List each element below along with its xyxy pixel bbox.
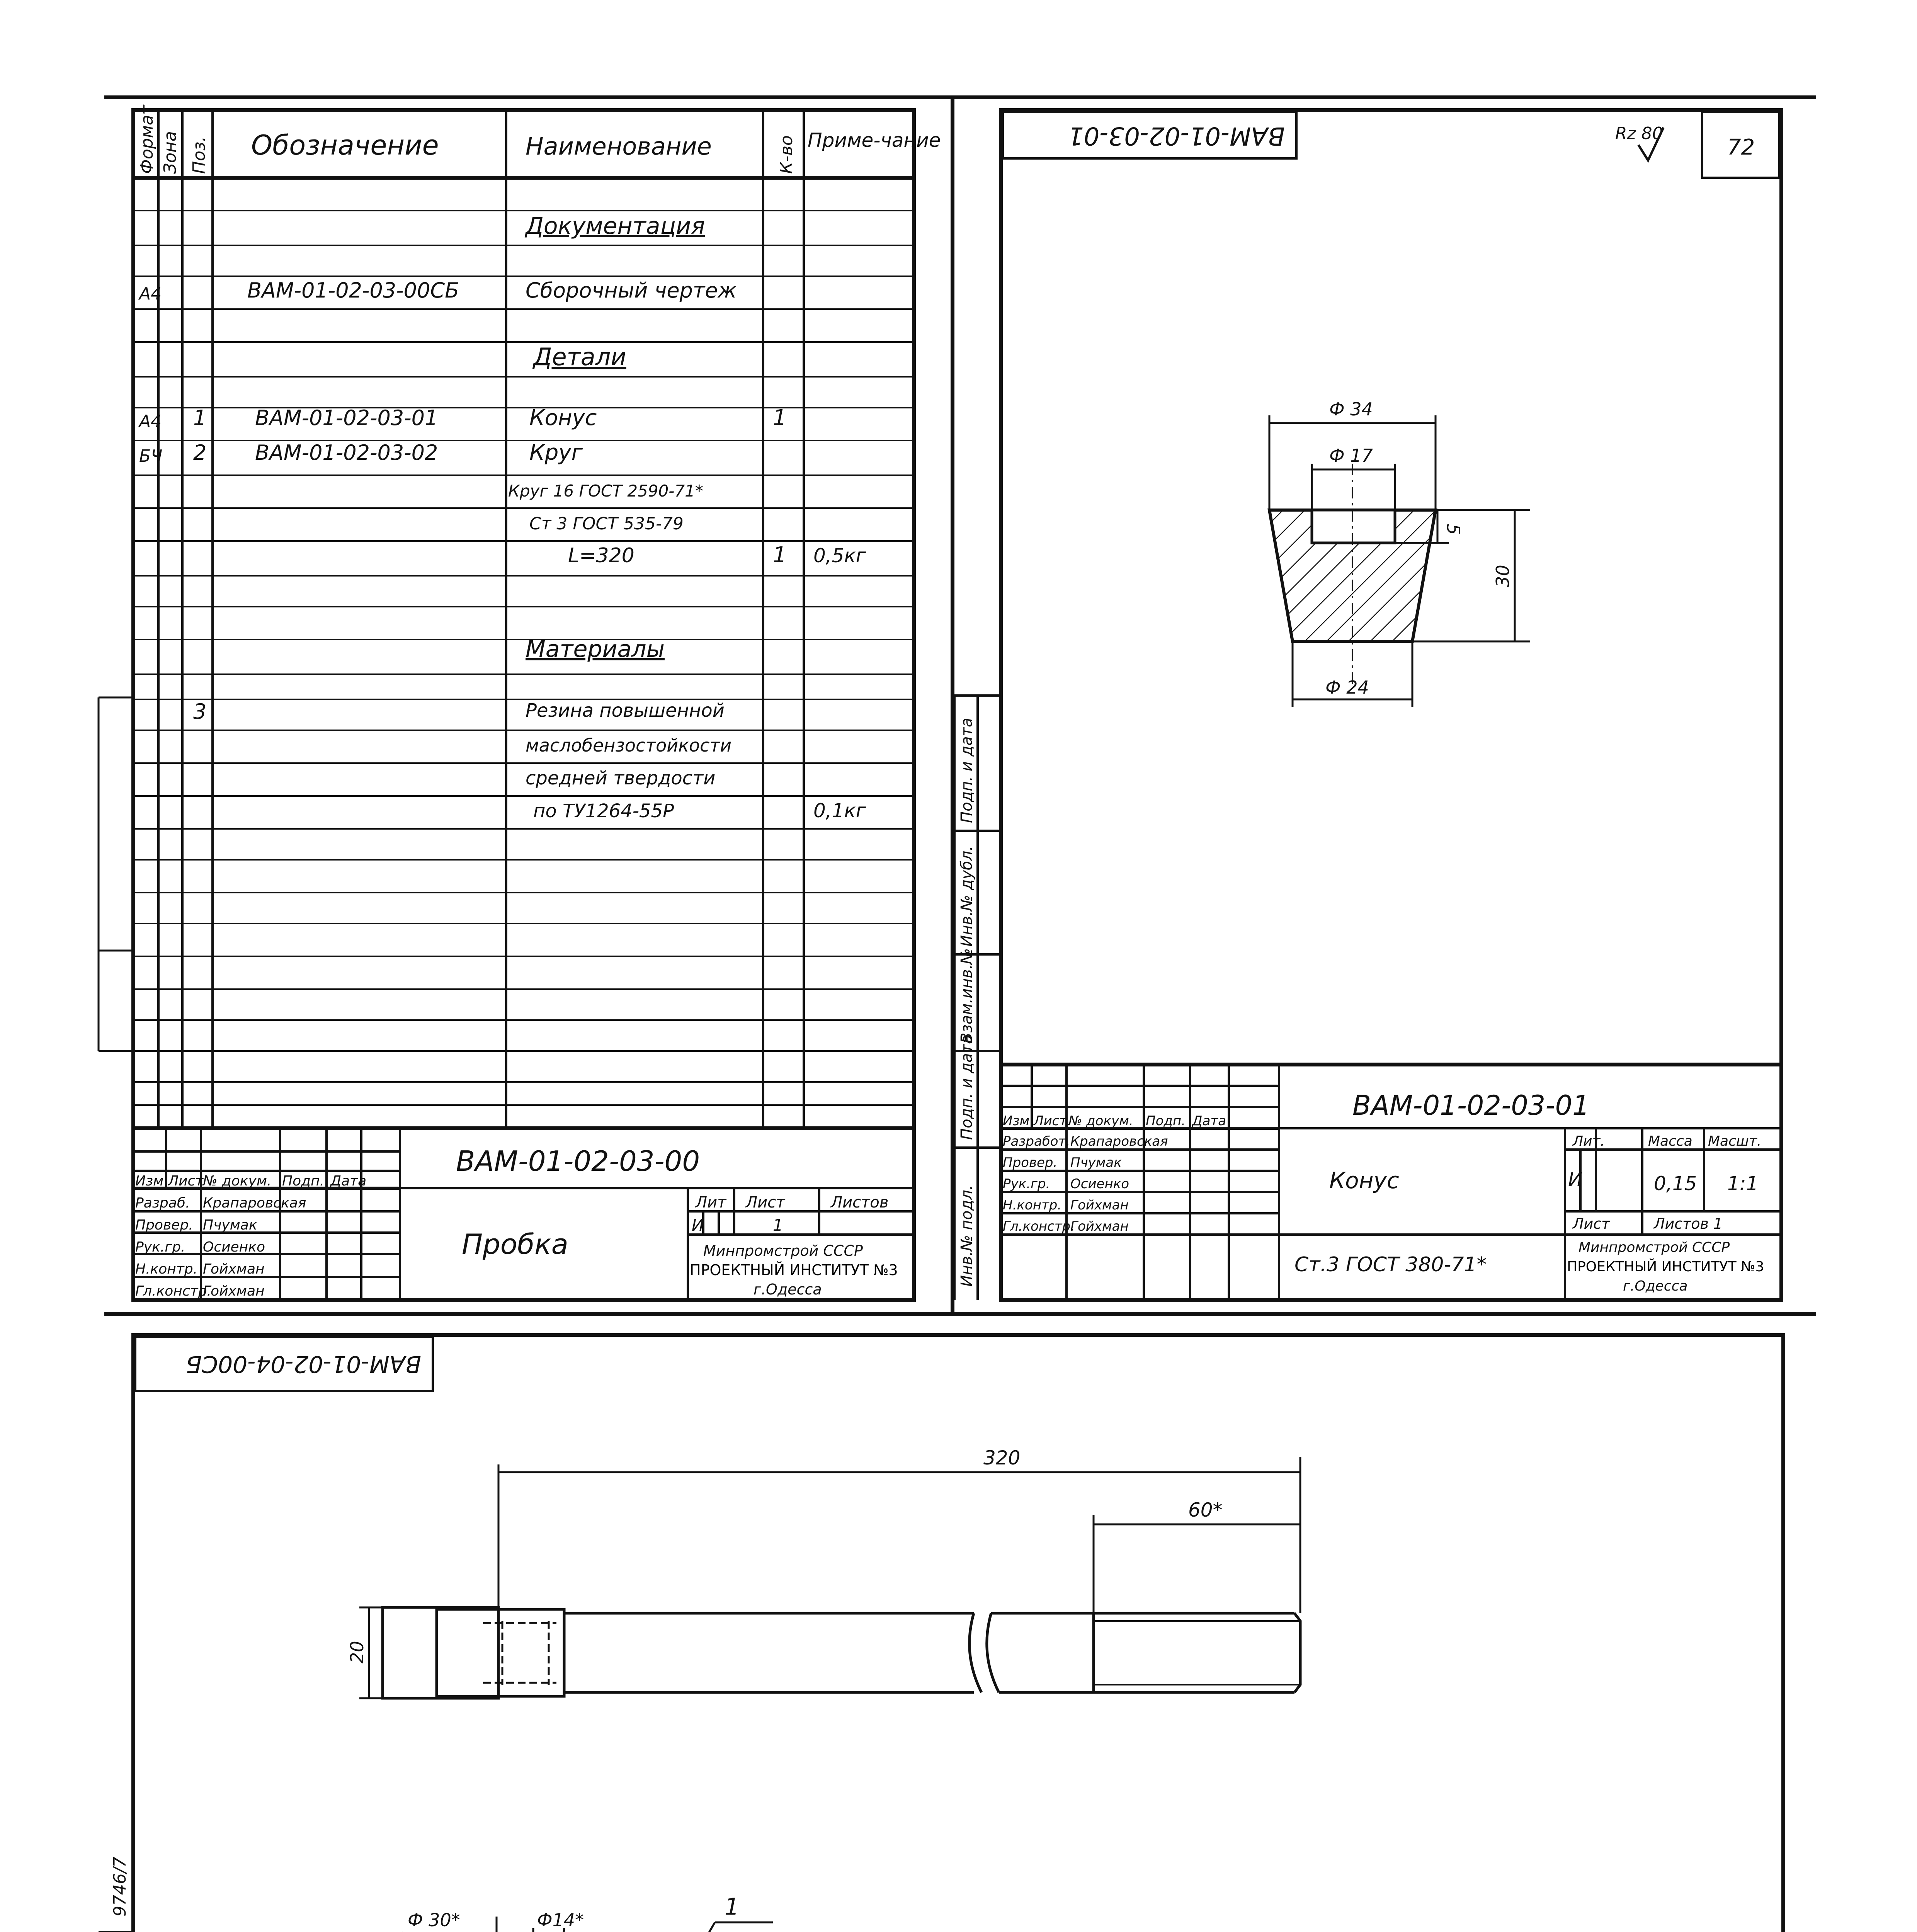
part1-name: Конус xyxy=(529,405,597,430)
signatory-role: Н.контр. xyxy=(1003,1197,1062,1213)
signatory-name: Крапаровская xyxy=(203,1195,306,1211)
cone-mass-value: 0,15 xyxy=(1654,1172,1697,1195)
spec-lit-label: Лит xyxy=(696,1194,726,1211)
cone-sheet xyxy=(954,110,1781,1300)
signatory-name: Гойхман xyxy=(1070,1197,1129,1213)
side-label: Инв.№ дубл. xyxy=(958,846,976,947)
cone-bore xyxy=(1312,510,1395,543)
rod-top-view xyxy=(383,1893,1376,1932)
doc-format: А4 xyxy=(139,284,162,304)
mat-line1: Резина повышенной xyxy=(526,700,725,721)
cone-title-name: Конус xyxy=(1329,1167,1399,1194)
col-name-header: Наименование xyxy=(526,132,712,160)
col-ndoc: № докум. xyxy=(203,1173,272,1189)
part1-qty: 1 xyxy=(773,405,787,430)
cone-scale-value: 1:1 xyxy=(1727,1172,1759,1195)
side-label: Подп. и дата xyxy=(958,1034,976,1140)
dim-d30: Ф 30* xyxy=(408,1910,460,1930)
signatory-name: Осиенко xyxy=(1070,1176,1129,1192)
signatory-role: Провер. xyxy=(135,1217,193,1233)
assembly-sheet xyxy=(99,1335,1783,1932)
part1-pos: 1 xyxy=(193,406,207,430)
col-format-header: Формат xyxy=(137,105,157,174)
dim-d24: Ф 24 xyxy=(1325,677,1369,698)
cone-city: г.Одесса xyxy=(1623,1278,1688,1294)
spec-org: ПРОЕКТНЫЙ ИНСТИТУТ №3 xyxy=(690,1262,898,1279)
mat-line2: маслобензостойкости xyxy=(526,735,732,756)
col-pos-header: Поз. xyxy=(189,136,209,174)
signatory-name: Осиенко xyxy=(203,1239,265,1255)
section-materials: Материалы xyxy=(526,636,665,663)
doc-name: Сборочный чертеж xyxy=(526,278,737,303)
col-designation-header: Обозначение xyxy=(251,129,439,161)
spec-left-ticks xyxy=(99,697,133,1051)
side-number: 9746/7 xyxy=(110,1857,130,1917)
spec-sheet-label: Лист xyxy=(746,1194,785,1211)
cone-ministry: Минпромстрой СССР xyxy=(1579,1240,1730,1255)
doc-designation: ВАМ-01-02-03-00СБ xyxy=(247,278,459,303)
part2-line2: Ст 3 ГОСТ 535-79 xyxy=(529,514,684,534)
signatory-role: Разработ. xyxy=(1003,1134,1070,1149)
signatory-name: Пчумак xyxy=(203,1217,257,1233)
signatory-role: Гл.констр. xyxy=(135,1283,211,1299)
part2-designation: ВАМ-01-02-03-02 xyxy=(255,440,438,465)
cone-page-number: 72 xyxy=(1727,135,1755,160)
signatory-name: Гойхман xyxy=(203,1261,265,1277)
spec-title-code: ВАМ-01-02-03-00 xyxy=(456,1145,700,1177)
cone-mass-label: Масса xyxy=(1648,1133,1692,1149)
cone-col-izm: Изм xyxy=(1003,1113,1030,1129)
col-qty-header: К-во xyxy=(777,135,796,174)
signatory-name: Крапаровская xyxy=(1070,1134,1168,1149)
mat-line3: средней твердости xyxy=(526,767,716,789)
dim-h5: 5 xyxy=(1443,524,1464,535)
col-zone-header: Зона xyxy=(160,131,180,174)
part2-qty: 1 xyxy=(773,543,787,568)
side-label: Взам.инв.№ xyxy=(958,948,976,1043)
cone-org: ПРОЕКТНЫЙ ИНСТИТУТ №3 xyxy=(1567,1259,1764,1275)
col-list: Лист xyxy=(168,1173,204,1189)
signatory-role: Н.контр. xyxy=(135,1261,198,1277)
cone-lit-label: Лит. xyxy=(1573,1133,1605,1149)
cone-roughness: Rz 80 xyxy=(1615,124,1663,143)
position-1: 1 xyxy=(725,1893,740,1920)
cone-lit-value: И xyxy=(1568,1168,1583,1191)
cone-col-ndoc: № докум. xyxy=(1068,1113,1133,1129)
rod-side-view xyxy=(347,1447,1300,1698)
spec-ministry: Минпромстрой СССР xyxy=(703,1242,863,1259)
dim-60: 60* xyxy=(1188,1499,1223,1521)
spec-header xyxy=(137,104,941,174)
col-podp: Подп. xyxy=(282,1173,324,1189)
part2-pos: 2 xyxy=(193,440,207,465)
cone-col-list: Лист xyxy=(1034,1113,1067,1129)
cone-title-block xyxy=(1001,1065,1781,1300)
part2-format: БЧ xyxy=(139,446,163,466)
dim-d34: Ф 34 xyxy=(1329,399,1373,420)
cone-title-code: ВАМ-01-02-03-01 xyxy=(1352,1090,1590,1121)
cone-side-labels xyxy=(958,718,976,1287)
mat-pos: 3 xyxy=(193,699,207,724)
spec-city: г.Одесса xyxy=(754,1281,822,1298)
section-docs: Документация xyxy=(526,213,705,240)
cone-scale-label: Масшт. xyxy=(1708,1133,1762,1149)
col-izm: Изм xyxy=(135,1173,164,1189)
dim-d14: Ф14* xyxy=(537,1910,584,1930)
dim-d17: Ф 17 xyxy=(1329,445,1373,466)
signatory-name: Пчумак xyxy=(1070,1155,1122,1170)
signatory-role: Гл.констр. xyxy=(1003,1219,1075,1234)
col-data: Дата xyxy=(330,1173,367,1189)
cone-material: Ст.3 ГОСТ 380-71* xyxy=(1294,1253,1487,1276)
mat-line4: по ТУ1264-55Р xyxy=(533,800,674,822)
spec-table-grid xyxy=(133,110,914,1128)
spec-sheet-value: 1 xyxy=(773,1216,783,1235)
dim-h30: 30 xyxy=(1492,565,1513,587)
col-note-header: Приме-чание xyxy=(808,129,941,151)
cone-col-data: Дата xyxy=(1192,1113,1226,1129)
signatory-role: Разраб. xyxy=(135,1195,190,1211)
side-label: Инв.№ подл. xyxy=(958,1185,976,1287)
spec-row-lines xyxy=(133,211,914,1105)
specification-sheet xyxy=(99,104,941,1300)
part2-line1: Круг 16 ГОСТ 2590-71* xyxy=(508,481,703,500)
spec-lit-value: И xyxy=(692,1216,704,1235)
side-label: Подп. и дата xyxy=(958,718,976,823)
cone-stamp: ВАМ-01-02-03-01 xyxy=(1068,121,1285,150)
dim-320: 320 xyxy=(983,1447,1021,1469)
signatory-role: Рук.гр. xyxy=(135,1239,185,1255)
dim-20: 20 xyxy=(347,1641,367,1663)
signatory-name: Гойхман xyxy=(1070,1219,1129,1234)
signatory-role: Рук.гр. xyxy=(1003,1176,1050,1192)
spec-title-block xyxy=(133,1128,914,1300)
cone-col-podp: Подп. xyxy=(1146,1113,1186,1129)
spec-sheets-label: Листов xyxy=(831,1194,889,1211)
signatory-name: Гойхман xyxy=(203,1283,265,1299)
part1-format: А4 xyxy=(139,412,162,431)
part2-line3: L=320 xyxy=(568,544,634,567)
spec-title-name: Пробка xyxy=(462,1228,568,1260)
cone-part xyxy=(1269,399,1530,707)
signatory-role: Провер. xyxy=(1003,1155,1058,1170)
mat-note: 0,1кг xyxy=(813,799,866,822)
assembly-stamp: ВАМ-01-02-04-00СБ xyxy=(185,1350,421,1378)
section-parts: Детали xyxy=(533,343,626,371)
part1-designation: ВАМ-01-02-03-01 xyxy=(255,406,438,430)
part2-name: Круг xyxy=(529,440,583,465)
cone-sheets-label: Листов 1 xyxy=(1654,1215,1723,1232)
part2-note: 0,5кг xyxy=(813,544,866,567)
cone-sheet-label: Лист xyxy=(1573,1215,1610,1232)
